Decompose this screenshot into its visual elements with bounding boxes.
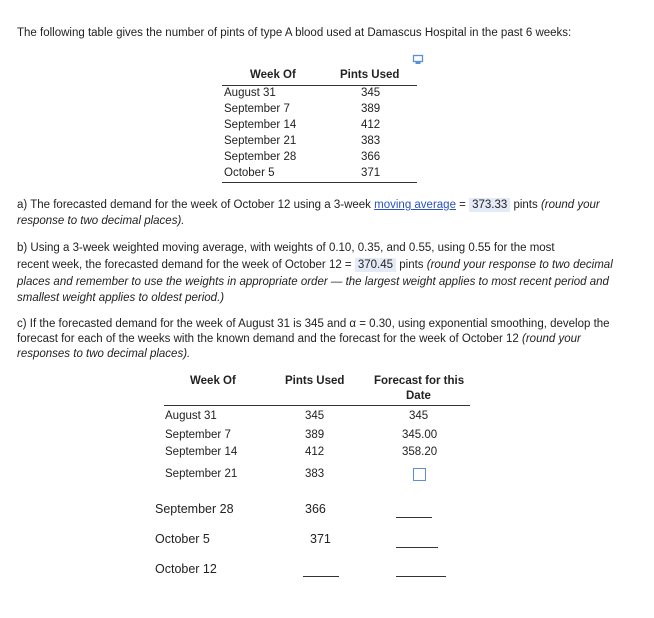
part-b-answer[interactable]: 370.45 xyxy=(355,258,396,272)
table1-week: August 31 xyxy=(224,87,276,99)
table2-week: September 21 xyxy=(165,468,238,480)
part-b-line3: places and remember to use the weights in appropriate order — the largest weight applies to most recent period and xyxy=(17,276,609,288)
table2-pints: 345 xyxy=(305,410,325,422)
table1-week: September 14 xyxy=(224,119,297,131)
table1-pints: 345 xyxy=(361,87,381,99)
table2-forecast: 358.20 xyxy=(402,446,438,458)
intro-text: The following table gives the number of pints of type A blood used at Damascus Hospital in the past 6 weeks: xyxy=(17,27,572,39)
table1-week: September 7 xyxy=(224,103,290,115)
table1-header-week: Week Of xyxy=(250,69,296,81)
part-c-text: forecast for each of the weeks with the known demand and the forecast for the week of October 12 xyxy=(17,333,523,345)
table1-pints: 389 xyxy=(361,103,381,115)
part-c-line1: c) If the forecasted demand for the week of August 31 is 345 and α = 0.30, using exponential smoothing, develop the xyxy=(17,318,610,330)
table2-week: September 7 xyxy=(165,429,231,441)
part-b-text: recent week, the forecasted demand for the week of October 12 = xyxy=(17,259,355,271)
table2-header-date: Date xyxy=(406,390,431,402)
table2-forecast: 345.00 xyxy=(402,429,438,441)
moving-average-link[interactable]: moving average xyxy=(374,199,456,211)
table2-week: September 14 xyxy=(165,446,238,458)
part-c-line2 xyxy=(17,333,581,345)
table2-header-week: Week Of xyxy=(190,375,236,387)
table1-pints: 383 xyxy=(361,135,381,147)
part-b-line4: smallest weight applies to oldest period.) xyxy=(17,292,225,304)
table2-week: August 31 xyxy=(165,410,217,422)
part-a-text: a) The forecasted demand for the week of October 12 using a 3-week xyxy=(17,199,375,211)
table1-pints: 366 xyxy=(361,151,381,163)
table1-week: October 5 xyxy=(224,167,275,179)
table2-week: September 28 xyxy=(155,502,234,516)
table1-header-rule xyxy=(222,85,417,86)
table2-header-rule xyxy=(164,405,470,406)
copy-table-icon[interactable] xyxy=(412,53,424,65)
table2-header-pints: Pints Used xyxy=(285,375,345,387)
table1-bottom-rule xyxy=(222,182,417,183)
table2-forecast: 345 xyxy=(409,410,429,422)
pints-blank-oct12[interactable] xyxy=(303,575,339,577)
part-a-line2: response to two decimal places). xyxy=(17,215,185,227)
table2-pints: 383 xyxy=(305,468,325,480)
table2-week: October 5 xyxy=(155,532,210,546)
part-c-line3: responses to two decimal places). xyxy=(17,348,191,360)
table2-week: October 12 xyxy=(155,562,217,576)
table1-week: September 21 xyxy=(224,135,297,147)
part-a-line1 xyxy=(17,199,600,211)
table2-pints: 371 xyxy=(310,532,331,546)
table2-pints: 412 xyxy=(305,446,325,458)
table2-pints: 366 xyxy=(305,502,326,516)
part-a-answer[interactable]: 373.33 xyxy=(469,198,510,212)
forecast-input-sept21[interactable] xyxy=(413,468,426,481)
table1-pints: 412 xyxy=(361,119,381,131)
part-a-equals: = xyxy=(455,199,470,211)
part-a-units: pints xyxy=(510,199,541,211)
table1-header-pints: Pints Used xyxy=(340,69,400,81)
part-b-note: (round your response to two decimal xyxy=(426,259,613,271)
part-b-units: pints xyxy=(396,259,427,271)
forecast-blank-oct12[interactable] xyxy=(396,575,446,577)
table1-week: September 28 xyxy=(224,151,297,163)
table2-header-forecast: Forecast for this xyxy=(374,375,465,387)
forecast-blank-sept28[interactable] xyxy=(396,516,432,518)
part-b-line2 xyxy=(17,259,613,271)
forecast-blank-oct5[interactable] xyxy=(396,546,438,548)
table2-pints: 389 xyxy=(305,429,325,441)
part-c-note: (round your xyxy=(522,333,581,345)
table1-pints: 371 xyxy=(361,167,381,179)
part-b-line1: b) Using a 3-week weighted moving average, with weights of 0.10, 0.35, and 0.55, using 0.55 for the most xyxy=(17,242,555,254)
part-a-note: (round your xyxy=(540,199,600,211)
